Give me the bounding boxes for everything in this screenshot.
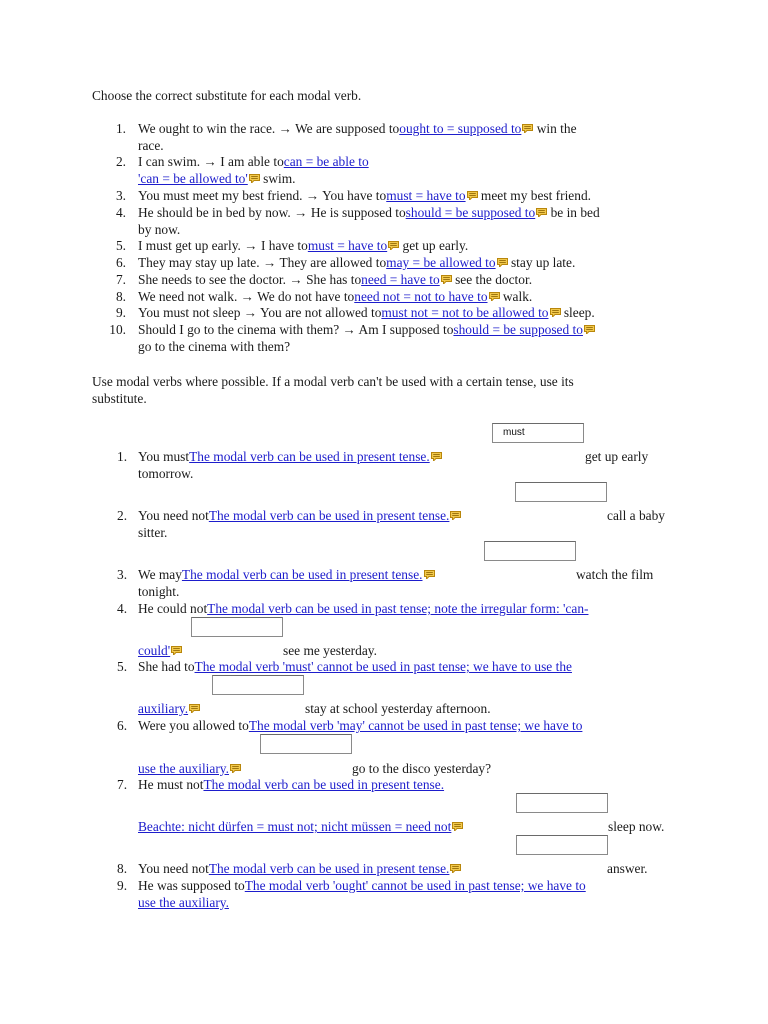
comment-note-icon[interactable] [249,174,260,183]
hint-link[interactable]: need = have to [361,272,440,287]
sentence-end: meet my best friend. [477,188,591,203]
sentence-end: stay at school yesterday afternoon. [305,701,491,716]
item-text [138,188,678,205]
item-number: 8. [117,861,128,876]
hint-link[interactable]: may = be allowed to [386,255,496,270]
hint-link[interactable]: must = have to [307,238,388,253]
comment-note-icon[interactable] [584,325,595,334]
item-line [138,449,442,466]
item-text [138,205,678,238]
sentence-end: watch the film [576,567,654,582]
section2-instruction-line1: Use modal verbs where possible. If a modal verb can't be used with a certain tense, use its [92,374,574,389]
item-line [138,895,229,912]
item-text [138,154,678,187]
sentence-text: He was supposed to [138,878,245,893]
sentence-text: We need not walk. → We do not have to [138,289,355,304]
answer-input-4[interactable] [191,617,283,637]
sentence-end: go to the disco yesterday? [352,761,492,776]
sentence-text: Should I go to the cinema with them? → Am I supposed to [138,322,454,337]
item-text [138,322,678,355]
item-text [138,289,678,306]
hint-link[interactable]: ought to = supposed to [399,121,522,136]
sentence-text: We may [138,567,182,582]
item-text [138,305,678,322]
answer-input-5[interactable] [212,675,304,695]
sentence-end: be in bed [547,205,600,220]
sentence-continuation: go to the cinema with them? [138,338,291,354]
sentence-continuation: tonight. [138,584,180,599]
sentence-text: You must [138,449,190,464]
sentence-text: She had to [138,659,195,674]
hint-link[interactable]: The modal verb 'must' cannot be used in past tense; we have to use the [194,659,572,674]
hint-link[interactable]: 'can = be allowed to' [138,170,248,186]
sentence-text: They may stay up late. → They are allowed to [138,255,387,270]
sentence-continuation: tomorrow. [138,466,194,481]
item-number: 1. [117,449,128,464]
comment-note-icon[interactable] [431,452,442,461]
item-number: 2. [115,154,126,169]
sentence-end: sleep. [560,305,595,320]
hint-link[interactable]: should = be supposed to [405,205,536,220]
sentence-end: call a baby [607,508,665,523]
hint-link[interactable]: The modal verb 'ought' cannot be used in past tense; we have to [244,878,586,893]
section1-instruction: Choose the correct substitute for each modal verb. [92,88,362,103]
answer-input-1[interactable]: must [492,423,584,443]
item-line [138,659,572,676]
sentence-text: She needs to see the doctor. → She has to [138,272,362,287]
hint-link[interactable]: could' [138,643,171,658]
item-number: 4. [117,601,128,616]
item-line [138,777,444,794]
sentence-text: I can swim. → I am able to [138,154,284,169]
item-text [138,121,678,154]
sentence-end: sleep now. [608,819,665,834]
hint-link[interactable]: The modal verb can be used in present tense. [181,567,423,582]
item-number: 3. [117,567,128,582]
comment-note-icon[interactable] [536,208,547,217]
item-number: 4. [115,205,126,220]
hint-link[interactable]: must not = not to be allowed to [381,305,549,320]
hint-link[interactable]: use the auxiliary. [138,761,229,776]
hint-link[interactable]: The modal verb can be used in present tense. [208,508,450,523]
item-number: 5. [117,659,128,674]
item-number: 1. [115,121,126,136]
item-number: 2. [117,508,128,523]
answer-input-6[interactable] [260,734,352,754]
comment-note-icon[interactable] [441,275,452,284]
sentence-end: get up early. [399,238,469,253]
item-number: 9. [117,878,128,893]
comment-note-icon[interactable] [424,570,435,579]
comment-note-icon[interactable] [450,511,461,520]
answer-input-3[interactable] [484,541,576,561]
sentence-text: You need not [138,861,209,876]
item-line [138,761,241,778]
sentence-continuation: by now. [138,221,181,237]
answer-input-7b[interactable] [516,835,608,855]
comment-note-icon[interactable] [230,764,241,773]
sentence-end: see the doctor. [451,272,533,287]
item-number: 9. [115,305,126,320]
answer-input-7a[interactable] [516,793,608,813]
hint-link[interactable]: The modal verb can be used in present tense. [208,861,450,876]
sentence-continuation: race. [138,137,164,153]
hint-link[interactable]: The modal verb can be used in present tense. [189,449,430,464]
comment-note-icon[interactable] [489,292,500,301]
item-number: 7. [115,272,126,287]
comment-note-icon[interactable] [388,241,399,250]
item-line [138,643,182,660]
comment-note-icon[interactable] [171,646,182,655]
hint-link[interactable]: The modal verb 'may' cannot be used in past tense; we have to [248,718,583,733]
hint-link[interactable]: Beachte: nicht dürfen = must not; nicht müssen = need not [138,819,452,834]
sentence-text: You must not sleep → You are not allowed to [138,305,382,320]
sentence-end: stay up late. [507,255,576,270]
item-line [138,508,461,525]
item-number: 6. [115,255,126,270]
item-text [138,238,678,255]
item-text [138,255,678,272]
item-line [138,718,582,735]
comment-note-icon[interactable] [467,191,478,200]
section2-instruction-line2: substitute. [92,391,147,406]
sentence-text: He could not [138,601,208,616]
comment-note-icon[interactable] [550,308,561,317]
sentence-text: I must get up early. → I have to [138,238,308,253]
sentence-text: He should be in bed by now. → He is supposed to [138,205,406,220]
sentence-end: win the [533,121,577,136]
comment-note-icon[interactable] [450,864,461,873]
sentence-text: He must not [138,777,204,792]
hint-link[interactable]: use the auxiliary. [138,895,229,910]
hint-link[interactable]: need not = not to have to [354,289,488,304]
item-line [138,701,200,718]
hint-link[interactable]: The modal verb can be used in past tense; note the irregular form: 'can- [207,601,589,616]
item-text [138,272,678,289]
hint-link[interactable]: The modal verb can be used in present tense. [203,777,445,792]
answer-input-2[interactable] [515,482,607,502]
sentence-text: We ought to win the race. → We are supposed to [138,121,400,136]
sentence-end: swim. [259,170,296,186]
item-line [138,819,463,836]
item-number: 6. [117,718,128,733]
item-number: 5. [115,238,126,253]
sentence-end: walk. [499,289,533,304]
item-number: 10. [109,322,126,337]
item-line [138,567,435,584]
item-number: 8. [115,289,126,304]
item-line [138,878,586,895]
comment-note-icon[interactable] [522,124,533,133]
sentence-text: You need not [138,508,209,523]
hint-link[interactable]: must = have to [386,188,466,203]
hint-link[interactable]: can = be able to [283,154,369,169]
sentence-end: see me yesterday. [283,643,377,658]
sentence-end: answer. [607,861,648,876]
sentence-end: get up early [585,449,649,464]
item-number: 3. [115,188,126,203]
item-number: 7. [117,777,128,792]
comment-note-icon[interactable] [189,704,200,713]
sentence-text: You must meet my best friend. → You have to [138,188,387,203]
hint-link[interactable]: auxiliary. [138,701,189,716]
item-line [138,601,588,618]
hint-link[interactable]: should = be supposed to [453,322,583,337]
comment-note-icon[interactable] [497,258,508,267]
sentence-text: Were you allowed to [138,718,249,733]
item-line [138,861,461,878]
sentence-continuation: sitter. [138,525,168,540]
comment-note-icon[interactable] [452,822,463,831]
